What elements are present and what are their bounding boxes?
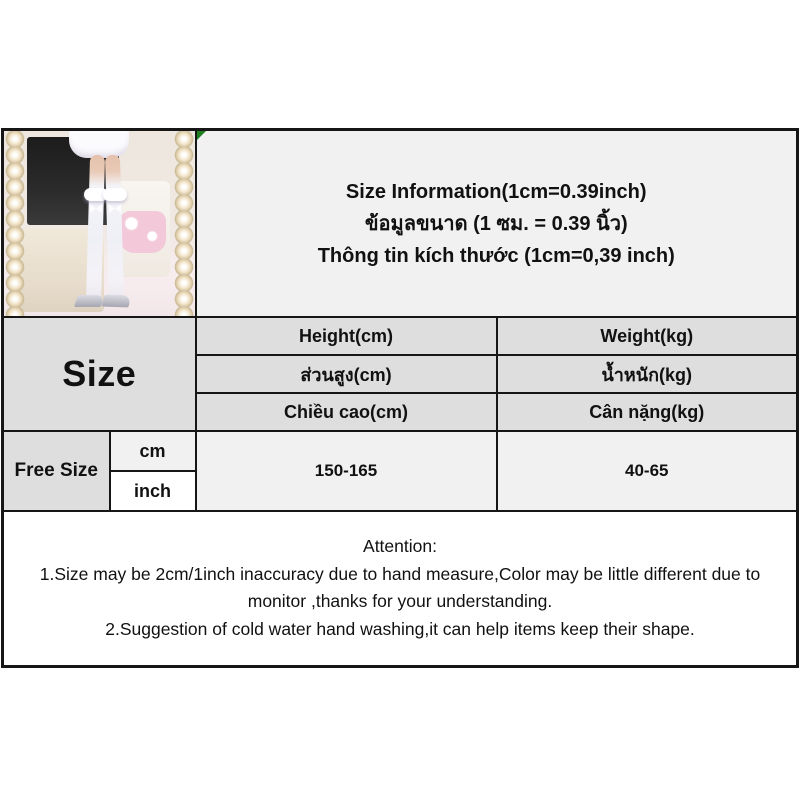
weight-header-th: น้ำหนัก(kg) — [497, 355, 798, 393]
size-info-header-cell — [196, 130, 798, 318]
weight-header-en: Weight(kg) — [497, 317, 798, 355]
height-value-cell: 150-165 — [196, 431, 497, 511]
pearl-strand-left — [4, 131, 27, 316]
title-thai: ข้อมูลขนาด (1 ซม. = 0.39 นิ้ว) — [364, 212, 628, 235]
attention-item-2: 2.Suggestion of cold water hand washing,it can help items keep their shape. — [105, 618, 695, 639]
pearl-strand-right — [172, 131, 195, 316]
right-silver-heel — [102, 295, 132, 308]
size-chart-sheet — [1, 128, 799, 668]
attention-title: Attention: — [363, 535, 437, 556]
title-english: Size Information(1cm=0.39inch) — [345, 180, 647, 203]
height-header-th: ส่วนสูง(cm) — [196, 355, 497, 393]
green-corner-flag-icon — [197, 131, 206, 140]
attention-item-1: 1.Size may be 2cm/1inch inaccuracy due to hand measure,Color may be little different due to monitor ,thanks for your understanding. — [39, 563, 761, 612]
product-photo — [4, 131, 195, 316]
attention-notes-cell — [3, 511, 798, 666]
unit-inch-cell: inch — [110, 471, 196, 511]
white-lace-shorts — [69, 131, 129, 158]
right-leg-stocking — [105, 155, 124, 303]
height-header-en: Height(cm) — [196, 317, 497, 355]
table-row — [3, 431, 798, 471]
height-header-vi: Chiều cao(cm) — [196, 393, 497, 431]
pink-blanket — [120, 211, 166, 253]
weight-value-cell: 40-65 — [497, 431, 798, 511]
weight-header-vi: Cân nặng(kg) — [497, 393, 798, 431]
size-label-cell: Size — [3, 317, 196, 431]
size-chart-table — [1, 128, 799, 668]
free-size-cell: Free Size — [3, 431, 110, 511]
right-lace-garter — [103, 188, 127, 201]
unit-cm-cell: cm — [110, 431, 196, 471]
title-vietnamese: Thông tin kích thước (1cm=0,39 inch) — [317, 244, 675, 267]
product-photo-cell — [3, 130, 196, 318]
left-silver-heel — [74, 295, 105, 307]
